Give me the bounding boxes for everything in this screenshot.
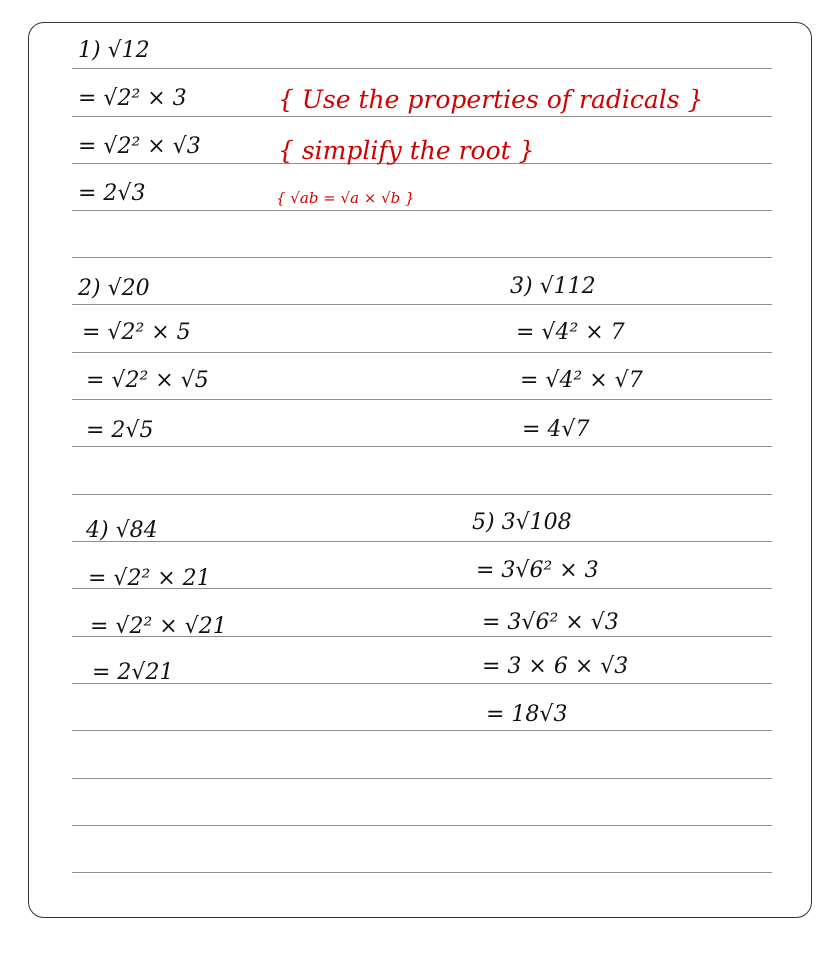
ruled-line <box>72 116 772 117</box>
ruled-line <box>72 778 772 779</box>
ruled-line <box>72 304 772 305</box>
ruled-line <box>72 872 772 873</box>
problem-5-step-2: = 3√6² × 3 <box>476 558 599 583</box>
ruled-line <box>72 494 772 495</box>
annotation-product-rule: { √ab = √a × √b } <box>276 189 415 207</box>
ruled-line <box>72 257 772 258</box>
problem-3-step-3: = √4² × √7 <box>520 368 643 393</box>
problem-2-step-3: = √2² × √5 <box>86 368 209 393</box>
ruled-line <box>72 683 772 684</box>
problem-2-step-2: = √2² × 5 <box>82 320 191 345</box>
problem-4-step-1: 4) √84 <box>86 518 158 543</box>
problem-3-step-2: = √4² × 7 <box>516 320 625 345</box>
problem-5-step-3: = 3√6² × √3 <box>482 610 619 635</box>
ruled-line <box>72 352 772 353</box>
problem-5-step-4: = 3 × 6 × √3 <box>482 654 629 679</box>
problem-1-step-3: = √2² × √3 <box>78 134 201 159</box>
problem-1-step-2: = √2² × 3 <box>78 86 187 111</box>
problem-5-step-5: = 18√3 <box>486 702 568 727</box>
ruled-line <box>72 68 772 69</box>
annotation-properties: { Use the properties of radicals } <box>278 85 704 114</box>
ruled-line <box>72 730 772 731</box>
ruled-line <box>72 446 772 447</box>
problem-3-step-1: 3) √112 <box>510 274 596 299</box>
problem-3-step-4: = 4√7 <box>522 417 590 442</box>
problem-4-step-4: = 2√21 <box>92 660 174 685</box>
problem-2-step-1: 2) √20 <box>78 276 150 301</box>
ruled-line <box>72 210 772 211</box>
problem-2-step-4: = 2√5 <box>86 418 154 443</box>
problem-1-step-1: 1) √12 <box>78 38 150 63</box>
ruled-line <box>72 541 772 542</box>
problem-4-step-3: = √2² × √21 <box>90 614 227 639</box>
ruled-line <box>72 399 772 400</box>
problem-1-step-4: = 2√3 <box>78 181 146 206</box>
problem-4-step-2: = √2² × 21 <box>88 566 211 591</box>
problem-5-step-1: 5) 3√108 <box>472 510 572 535</box>
annotation-simplify: { simplify the root } <box>278 136 535 165</box>
ruled-line <box>72 825 772 826</box>
